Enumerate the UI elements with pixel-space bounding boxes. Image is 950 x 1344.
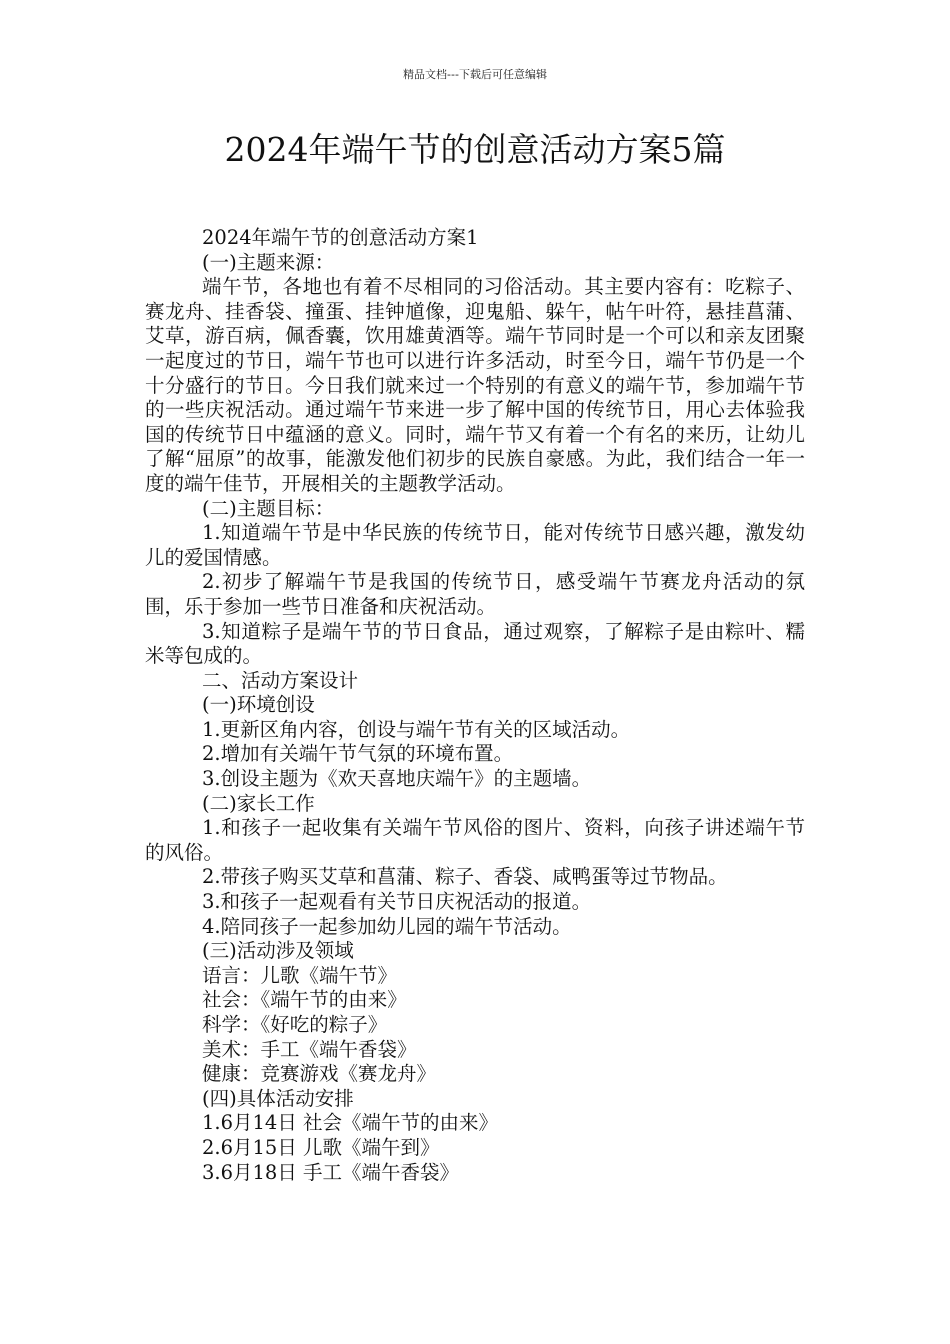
- list-item: 社会：《端午节的由来》: [202, 988, 407, 1012]
- list-item: 4.陪同孩子一起参加幼儿园的端午节活动。: [202, 914, 572, 938]
- list-item: 3.创设主题为《欢天喜地庆端午》的主题墙。: [202, 767, 592, 791]
- subsection-heading: (二)家长工作: [202, 791, 315, 815]
- list-item: 3.和孩子一起观看有关节日庆祝活动的报道。: [202, 890, 592, 914]
- document-title: 2024年端午节的创意活动方案5篇: [224, 130, 726, 169]
- body-paragraph: 端午节，各地也有着不尽相同的习俗活动。其主要内容有：吃粽子、赛龙舟、挂香袋、撞蛋、挂钟馗像，迎鬼船、躲午，帖午叶符，悬挂菖蒲、艾草，游百病，佩香囊，饮用雄黄酒等。端午节同时是一个可以和亲友团聚一起度过的节日，端午节也可以进行许多活动，时至今日，端午节仍是一个十分盛行的节日。今日我们就来过一个特别的有意义的端午节，参加端午节的一些庆祝活动。通过端午节来进一步了解中国的传统节日，用心去体验我国的传统节日中蕴涵的意义。同时，端午节又有着一个有名的来历，让幼儿了解“屈原”的故事，能激发他们初步的民族自豪感。为此，我们结合一年一度的端午佳节，开展相关的主题教学活动。: [145, 275, 805, 495]
- subsection-heading: (二)主题目标：: [202, 496, 335, 520]
- list-item: 3.知道粽子是端午节的节日食品，通过观察，了解粽子是由粽叶、糯米等包成的。: [145, 619, 805, 668]
- schedule-item: 2.6月15日 儿歌《端午到》: [202, 1135, 440, 1159]
- subsection-heading: (一)主题来源：: [202, 250, 335, 274]
- list-item: 1.和孩子一起收集有关端午节风俗的图片、资料，向孩子讲述端午节的风俗。: [145, 816, 805, 864]
- list-item: 科学：《好吃的粽子》: [202, 1013, 388, 1036]
- list-item: 1.更新区角内容，创设与端午节有关的区域活动。: [202, 717, 631, 741]
- page-header-watermark: 精品文档---下载后可任意编辑: [403, 68, 547, 81]
- section-heading: 二、活动方案设计: [202, 668, 359, 692]
- list-item: 2.初步了解端午节是我国的传统节日，感受端午节赛龙舟活动的氛围，乐于参加一些节日准备和庆祝活动。: [145, 570, 805, 618]
- schedule-item: 3.6月18日 手工《端午香袋》: [202, 1160, 460, 1184]
- list-item: 语言：儿歌《端午节》: [202, 963, 398, 987]
- section-heading: 2024年端午节的创意活动方案1: [202, 226, 479, 249]
- schedule-item: 1.6月14日 社会《端午节的由来》: [202, 1111, 499, 1135]
- list-item: 2.增加有关端午节气氛的环境布置。: [202, 742, 514, 766]
- subsection-heading: (一)环境创设: [202, 693, 315, 717]
- subsection-heading: (三)活动涉及领域: [202, 939, 354, 963]
- list-item: 美术：手工《端午香袋》: [202, 1037, 417, 1061]
- list-item: 2.带孩子购买艾草和菖蒲、粽子、香袋、咸鸭蛋等过节物品。: [202, 865, 728, 889]
- list-item: 1.知道端午节是中华民族的传统节日，能对传统节日感兴趣，激发幼儿的爱国情感。: [145, 521, 805, 569]
- subsection-heading: (四)具体活动安排: [202, 1086, 354, 1110]
- document-body: [145, 226, 805, 1185]
- list-item: 健康：竞赛游戏《赛龙舟》: [202, 1062, 437, 1086]
